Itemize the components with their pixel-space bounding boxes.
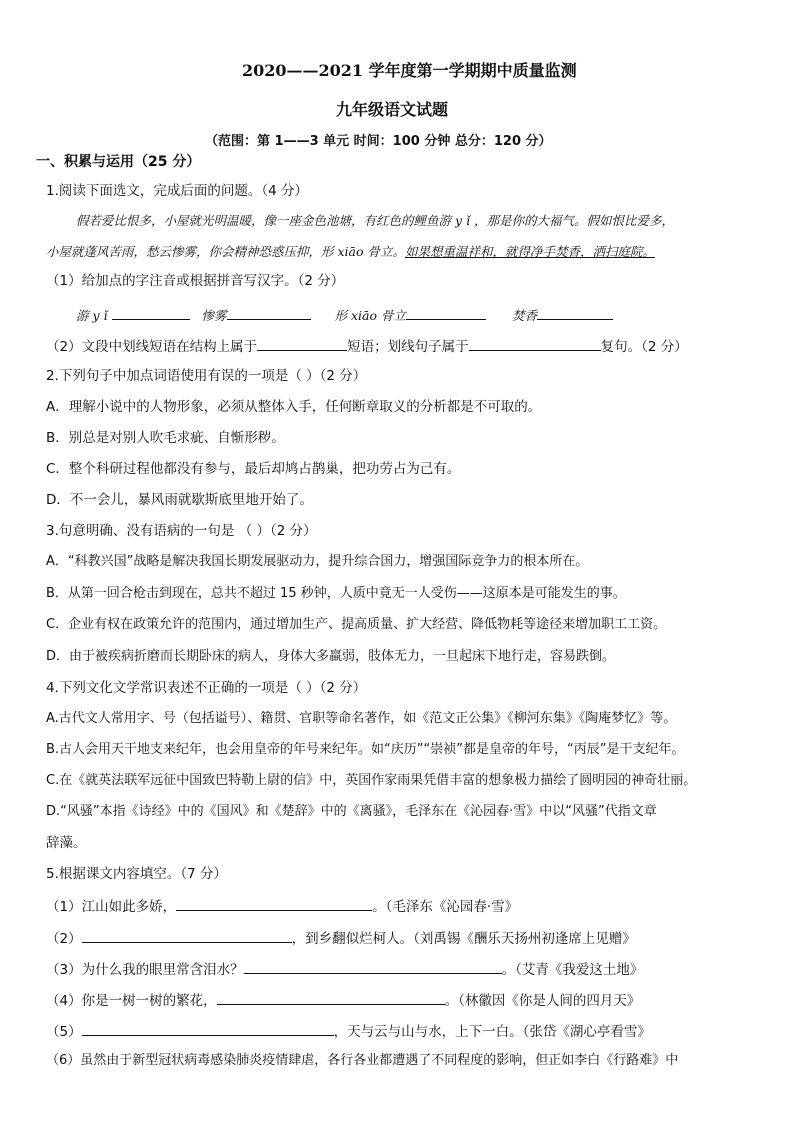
exam-info: （范围：第 1——3 单元 时间：100 分钟 总分：120 分）: [205, 134, 552, 149]
question-2-stem: 2.下列句子中加点词语使用有误的一项是（ ）（2 分）: [46, 368, 367, 384]
item-5-text-b: ，天与云与山与水，上下一白。（张岱《湖心亭看雪》: [333, 1024, 651, 1040]
question-3-option-d: D．由于被疾病折磨而长期卧床的病人，身体大多羸弱，肢体无力，一旦起床下地行走，容易跌倒。: [46, 649, 616, 664]
underlined-sentence: 如果想重温祥和，就得净手焚香，洒扫庭院。: [404, 244, 655, 259]
fill-label-1: 游 y ǐ: [76, 308, 108, 323]
item-3-text-b: 。（艾青《我爱这土地》: [501, 962, 644, 978]
question-5-stem: 5.根据课文内容填空。（7 分）: [46, 866, 228, 882]
answer-blank-8[interactable]: [82, 928, 292, 943]
passage-line-2: [46, 243, 655, 261]
question-5-item-6: （6）虽然由于新型冠状病毒感染肺炎疫情肆虐，各行各业都遭遇了不同程度的影响，但正如李白《行路难》中: [46, 1053, 679, 1068]
fill-blank-row: [76, 305, 613, 325]
question-4-option-c: C.在《就英法联军远征中国致巴特勒上尉的信》中，英国作家雨果凭借丰富的想象极力描绘了圆明园的神奇壮丽。: [46, 773, 697, 788]
item-3-text-a: （3）为什么我的眼里常含泪水？: [46, 962, 244, 978]
question-2-option-a: A．理解小说中的人物形象，必须从整体入手，任何断章取义的分析都是不可取的。: [46, 399, 542, 415]
item-1-text-a: （1）江山如此多娇，: [46, 899, 177, 915]
item-4-text-a: （4）你是一树一树的繁花，: [46, 993, 217, 1009]
fill-label-2: 惨雾: [201, 308, 227, 323]
question-4-option-d-cont: 辞藻。: [46, 835, 87, 851]
question-1-stem: 1.阅读下面选文，完成后面的问题。（4 分）: [46, 183, 309, 199]
exam-title: 2020——2021 学年度第一学期期中质量监测: [242, 61, 577, 80]
item-4-text-b: 。（林徽因《你是人间的四月天》: [444, 993, 641, 1009]
answer-blank-11[interactable]: [82, 1021, 334, 1036]
question-2-option-c: C．整个科研过程他都没有参与，最后却鸠占鹊巢，把功劳占为己有。: [46, 461, 461, 477]
answer-blank-4[interactable]: [537, 305, 613, 320]
sub-2-text-c: 复句。（2 分）: [600, 339, 688, 355]
answer-blank-6[interactable]: [469, 336, 601, 351]
answer-blank-5[interactable]: [257, 336, 347, 351]
question-5-item-3: [46, 959, 643, 979]
answer-blank-3[interactable]: [406, 305, 486, 320]
sub-2-text-b: 短语；划线句子属于: [347, 339, 469, 355]
question-3-stem: 3.句意明确、没有语病的一句是 （ ）（2 分）: [46, 523, 317, 539]
passage-line-2-text: 小屋就蓬风苦雨，愁云惨雾，你会精神恐惑压抑，形 xiāo 骨立。: [46, 244, 405, 259]
question-1-sub-1: （1）给加点的字注音或根据拼音写汉字。（2 分）: [46, 273, 345, 289]
question-2-option-d: D．不一会儿，暴风雨就歇斯底里地开始了。: [46, 492, 313, 508]
item-2-text-a: （2）: [46, 931, 82, 947]
passage-line-1: 假若爱比恨多，小屋就光明温暖，像一座金色池塘，有红色的鲤鱼游 y ǐ ，那是你的大福气。假如恨比爱多，: [76, 213, 674, 228]
exam-subtitle: 九年级语文试题: [336, 100, 449, 119]
sub-2-text-a: （2）文段中划线短语在结构上属于: [46, 339, 258, 355]
answer-blank-1[interactable]: [112, 305, 190, 320]
question-5-item-5: [46, 1021, 651, 1041]
question-5-item-1: [46, 896, 518, 916]
question-4-option-b: B.古人会用天干地支来纪年，也会用皇帝的年号来纪年。如“庆历”“崇祯”都是皇帝的年号，“丙辰”是干支纪年。: [46, 742, 685, 757]
answer-blank-9[interactable]: [244, 959, 502, 974]
question-1-sub-2: [46, 336, 688, 356]
section-heading: 一、积累与运用（25 分）: [36, 154, 201, 170]
item-2-text-b: ，到乡翻似烂柯人。（刘禹锡《酬乐天扬州初逢席上见赠》: [291, 931, 636, 947]
question-4-stem: 4.下列文化文学常识表述不正确的一项是（ ）（2 分）: [46, 680, 367, 696]
fill-label-3: 形 xiāo 骨立: [334, 308, 406, 323]
question-5-item-4: [46, 990, 640, 1010]
question-4-option-d: D.“风骚”本指《诗经》中的《国风》和《楚辞》中的《离骚》，毛泽东在《沁园春·雪》中以“风骚”代指文章: [46, 804, 657, 819]
item-5-text-a: （5）: [46, 1024, 82, 1040]
question-3-option-b: B．从第一回合枪击到现在，总共不超过 15 秒钟，人质中竟无一人受伤——这原本是可能发生的事。: [46, 586, 626, 601]
question-2-option-b: B．别总是对别人吹毛求疵、自惭形秽。: [46, 430, 285, 446]
item-1-text-b: 。（毛泽东《沁园春·雪》: [372, 899, 519, 915]
answer-blank-7[interactable]: [176, 896, 372, 911]
question-3-option-a: A．“科教兴国”战略是解决我国长期发展驱动力，提升综合国力，增强国际竞争力的根本所在。: [46, 554, 589, 569]
answer-blank-10[interactable]: [217, 990, 445, 1005]
question-3-option-c: C．企业有权在政策允许的范围内，通过增加生产、提高质量、扩大经营、降低物耗等途径来增加职工工资。: [46, 617, 667, 632]
question-4-option-a: A.古代文人常用字、号（包括谥号）、籍贯、官职等命名著作，如《范文正公集》《柳河东集》《陶庵梦忆》等。: [46, 711, 677, 726]
fill-label-4: 焚香: [511, 308, 537, 323]
question-5-item-2: [46, 928, 636, 948]
answer-blank-2[interactable]: [227, 305, 311, 320]
